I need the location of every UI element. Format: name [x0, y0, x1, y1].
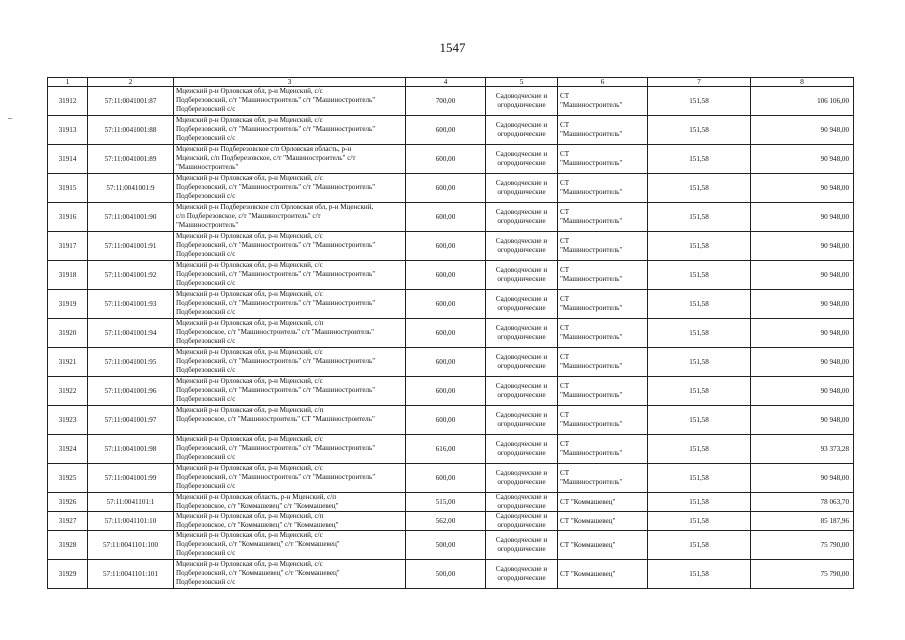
cadastral-value-cell: 90 948,00	[751, 261, 854, 290]
area-cell: 600,00	[406, 290, 486, 319]
row-number-cell: 31928	[48, 531, 88, 560]
organization-cell: СТ "Машиностроитель"	[558, 203, 648, 232]
address-cell: Мценский р-н Орловская обл, р-н Мценский, с/с Подберезовский, с/т "Машиностроитель" с/т "Машиностроитель" Подберезовский с/с	[174, 261, 406, 290]
land-use-cell: Садоводческие и огороднические	[486, 232, 558, 261]
cadastral-number-cell: 57:11:0041001:92	[88, 261, 174, 290]
cadastral-number-cell: 57:11:0041101:100	[88, 531, 174, 560]
cadastral-number-cell: 57:11:0041001:9	[88, 174, 174, 203]
row-number-cell: 31922	[48, 377, 88, 406]
rate-cell: 151,58	[648, 560, 751, 589]
organization-cell: СТ "Машиностроитель"	[558, 232, 648, 261]
organization-cell: СТ "Машиностроитель"	[558, 145, 648, 174]
rate-cell: 151,58	[648, 493, 751, 512]
table-row	[48, 435, 854, 464]
rate-cell: 151,58	[648, 435, 751, 464]
rate-cell: 151,58	[648, 174, 751, 203]
table-row	[48, 290, 854, 319]
cadastral-number-cell: 57:11:0041001:90	[88, 203, 174, 232]
cadastral-number-cell: 57:11:0041001:99	[88, 464, 174, 493]
table-row	[48, 232, 854, 261]
area-cell: 500,00	[406, 560, 486, 589]
column-header: 5	[486, 78, 558, 87]
cadastral-number-cell: 57:11:0041001:88	[88, 116, 174, 145]
page-number: 1547	[439, 40, 466, 55]
cadastral-value-cell: 90 948,00	[751, 377, 854, 406]
land-use-cell: Садоводческие и огороднические	[486, 203, 558, 232]
cadastral-value-cell: 90 948,00	[751, 232, 854, 261]
cadastral-value-cell: 90 948,00	[751, 290, 854, 319]
rate-cell: 151,58	[648, 464, 751, 493]
organization-cell: СТ "Машиностроитель"	[558, 377, 648, 406]
organization-cell: СТ "Машиностроитель"	[558, 406, 648, 435]
address-cell: Мценский р-н Орловская обл, р-н Мценский, с/с Подберезовский, с/т "Машиностроитель" с/т "Машиностроитель" Подберезовский с/с	[174, 174, 406, 203]
cadastral-number-cell: 57:11:0041101:101	[88, 560, 174, 589]
cadastral-value-cell: 93 373,28	[751, 435, 854, 464]
area-cell: 600,00	[406, 464, 486, 493]
row-number-cell: 31912	[48, 87, 88, 116]
organization-cell: СТ "Машиностроитель"	[558, 290, 648, 319]
table-row	[48, 319, 854, 348]
land-use-cell: Садоводческие и огороднические	[486, 116, 558, 145]
address-cell: Мценский р-н Орловская обл, р-н Мценский, с/п Подберезовское, с/т "Машиностроитель" СТ "Машиностроитель"	[174, 406, 406, 435]
area-cell: 600,00	[406, 377, 486, 406]
rate-cell: 151,58	[648, 261, 751, 290]
organization-cell: СТ "Коммашевец"	[558, 560, 648, 589]
address-cell: Мценский р-н Орловская обл, р-н Мценский, с/п Подберезовское, с/т "Машиностроитель" с/т "Машиностроитель" Подберезовский с/с	[174, 319, 406, 348]
address-cell: Мценский р-н Орловская обл, р-н Мценский, с/с Подберезовский, с/т "Коммашевец" с/т "Коммашевец" Подберезовский с/с	[174, 531, 406, 560]
organization-cell: СТ "Машиностроитель"	[558, 348, 648, 377]
cadastral-value-cell: 90 948,00	[751, 348, 854, 377]
rate-cell: 151,58	[648, 290, 751, 319]
cadastral-number-cell: 57:11:0041001:87	[88, 87, 174, 116]
land-use-cell: Садоводческие и огороднические	[486, 87, 558, 116]
address-cell: Мценский р-н Орловская обл, р-н Мценский, с/с Подберезовский, с/т "Машиностроитель" с/т "Машиностроитель" Подберезовский с/с	[174, 116, 406, 145]
column-header: 3	[174, 78, 406, 87]
row-number-cell: 31924	[48, 435, 88, 464]
row-number-cell: 31929	[48, 560, 88, 589]
land-use-cell: Садоводческие и огороднические	[486, 145, 558, 174]
cadastral-number-cell: 57:11:0041001:93	[88, 290, 174, 319]
table-row	[48, 531, 854, 560]
cadastral-number-cell: 57:11:0041001:96	[88, 377, 174, 406]
rate-cell: 151,58	[648, 348, 751, 377]
area-cell: 600,00	[406, 116, 486, 145]
table-row	[48, 203, 854, 232]
cadastral-number-cell: 57:11:0041001:98	[88, 435, 174, 464]
land-use-cell: Садоводческие и огороднические	[486, 377, 558, 406]
cadastral-number-cell: 57:11:0041001:91	[88, 232, 174, 261]
address-cell: Мценский р-н Орловская обл, р-н Мценский, с/с Подберезовский, с/т "Коммашевец" с/т "Коммашевец" Подберезовский с/с	[174, 560, 406, 589]
cadastral-value-cell: 90 948,00	[751, 145, 854, 174]
land-use-cell: Садоводческие и огороднические	[486, 406, 558, 435]
organization-cell: СТ "Коммашевец"	[558, 531, 648, 560]
row-number-cell: 31920	[48, 319, 88, 348]
cadastral-number-cell: 57:11:0041101:1	[88, 493, 174, 512]
rate-cell: 151,58	[648, 116, 751, 145]
organization-cell: СТ "Машиностроитель"	[558, 464, 648, 493]
column-header: 1	[48, 78, 88, 87]
land-use-cell: Садоводческие и огороднические	[486, 531, 558, 560]
address-cell: Мценский р-н Орловская обл, р-н Мценский, с/с Подберезовский, с/т "Машиностроитель" с/т "Машиностроитель" Подберезовский с/с	[174, 464, 406, 493]
organization-cell: СТ "Машиностроитель"	[558, 87, 648, 116]
rate-cell: 151,58	[648, 377, 751, 406]
column-header: 8	[751, 78, 854, 87]
row-number-cell: 31926	[48, 493, 88, 512]
land-use-cell: Садоводческие и огороднические	[486, 464, 558, 493]
cadastral-value-cell: 106 106,00	[751, 87, 854, 116]
area-cell: 600,00	[406, 319, 486, 348]
table-row	[48, 348, 854, 377]
table-row	[48, 145, 854, 174]
area-cell: 600,00	[406, 145, 486, 174]
table-row	[48, 512, 854, 531]
area-cell: 600,00	[406, 348, 486, 377]
area-cell: 700,00	[406, 87, 486, 116]
land-use-cell: Садоводческие и огороднические	[486, 493, 558, 512]
area-cell: 600,00	[406, 406, 486, 435]
row-number-cell: 31914	[48, 145, 88, 174]
address-cell: Мценский р-н Орловская область, р-н Мценский, с/п Подберезовское, с/т "Коммашевец" с/т "Коммашевец"	[174, 493, 406, 512]
land-use-cell: Садоводческие и огороднические	[486, 348, 558, 377]
row-number-cell: 31921	[48, 348, 88, 377]
area-cell: 616,00	[406, 435, 486, 464]
rate-cell: 151,58	[648, 319, 751, 348]
row-number-cell: 31925	[48, 464, 88, 493]
cadastral-value-cell: 75 790,00	[751, 531, 854, 560]
cadastral-value-cell: 90 948,00	[751, 464, 854, 493]
column-header: 2	[88, 78, 174, 87]
rate-cell: 151,58	[648, 87, 751, 116]
cadastral-value-cell: 78 063,70	[751, 493, 854, 512]
row-number-cell: 31913	[48, 116, 88, 145]
row-number-cell: 31923	[48, 406, 88, 435]
rate-cell: 151,58	[648, 512, 751, 531]
area-cell: 500,00	[406, 531, 486, 560]
address-cell: Мценский р-н Орловская обл, р-н Мценский, с/с Подберезовский, с/т "Машиностроитель" с/т "Машиностроитель" Подберезовский с/с	[174, 232, 406, 261]
address-cell: Мценский р-н Орловская обл, р-н Мценский, с/с Подберезовский, с/т "Машиностроитель" с/т "Машиностроитель" Подберезовский с/с	[174, 290, 406, 319]
cadastral-number-cell: 57:11:0041001:89	[88, 145, 174, 174]
cadastral-value-cell: 85 187,96	[751, 512, 854, 531]
row-number-cell: 31927	[48, 512, 88, 531]
organization-cell: СТ "Машиностроитель"	[558, 261, 648, 290]
address-cell: Мценский р-н Орловская обл, р-н Мценский, с/п Подберезовское, с/т "Коммашевец" с/т "Коммашевец"	[174, 512, 406, 531]
organization-cell: СТ "Машиностроитель"	[558, 174, 648, 203]
rate-cell: 151,58	[648, 232, 751, 261]
cadastral-value-cell: 90 948,00	[751, 116, 854, 145]
organization-cell: СТ "Машиностроитель"	[558, 116, 648, 145]
area-cell: 600,00	[406, 203, 486, 232]
address-cell: Мценский р-н Орловская обл, р-н Мценский, с/с Подберезовский, с/т "Машиностроитель" с/т "Машиностроитель" Подберезовский с/с	[174, 348, 406, 377]
cadastral-number-cell: 57:11:0041101:10	[88, 512, 174, 531]
cadastral-value-cell: 90 948,00	[751, 319, 854, 348]
table-row	[48, 493, 854, 512]
area-cell: 600,00	[406, 261, 486, 290]
column-number-row	[48, 78, 854, 87]
column-header: 4	[406, 78, 486, 87]
row-number-cell: 31919	[48, 290, 88, 319]
row-number-cell: 31917	[48, 232, 88, 261]
column-header: 7	[648, 78, 751, 87]
table-row	[48, 464, 854, 493]
organization-cell: СТ "Коммашевец"	[558, 493, 648, 512]
organization-cell: СТ "Коммашевец"	[558, 512, 648, 531]
table-row	[48, 87, 854, 116]
address-cell: Мценский р-н Подберезовское с/п Орловская область, р-н Мценский, с/п Подберезовское, с/т "Машиностроитель" с/т "Машиностроитель"	[174, 145, 406, 174]
land-registry-table	[47, 77, 854, 589]
area-cell: 600,00	[406, 174, 486, 203]
rate-cell: 151,58	[648, 531, 751, 560]
area-cell: 562,00	[406, 512, 486, 531]
area-cell: 515,00	[406, 493, 486, 512]
rate-cell: 151,58	[648, 203, 751, 232]
address-cell: Мценский р-н Орловская обл, р-н Мценский, с/с Подберезовский, с/т "Машиностроитель" с/т "Машиностроитель" Подберезовский с/с	[174, 435, 406, 464]
row-number-cell: 31918	[48, 261, 88, 290]
organization-cell: СТ "Машиностроитель"	[558, 435, 648, 464]
land-use-cell: Садоводческие и огороднические	[486, 435, 558, 464]
table-row	[48, 406, 854, 435]
cadastral-value-cell: 90 948,00	[751, 174, 854, 203]
land-use-cell: Садоводческие и огороднические	[486, 512, 558, 531]
organization-cell: СТ "Машиностроитель"	[558, 319, 648, 348]
table-row	[48, 261, 854, 290]
table-row	[48, 116, 854, 145]
margin-mark	[8, 118, 12, 119]
address-cell: Мценский р-н Подберезовское с/п Орловская обл, р-н Мценский, с/п Подберезовское, с/т "Машиностроитель" с/т "Машиностроитель"	[174, 203, 406, 232]
land-use-cell: Садоводческие и огороднические	[486, 560, 558, 589]
row-number-cell: 31916	[48, 203, 88, 232]
table-row	[48, 174, 854, 203]
table-row	[48, 377, 854, 406]
land-use-cell: Садоводческие и огороднические	[486, 290, 558, 319]
cadastral-number-cell: 57:11:0041001:97	[88, 406, 174, 435]
table-row	[48, 560, 854, 589]
area-cell: 600,00	[406, 232, 486, 261]
column-header: 6	[558, 78, 648, 87]
land-use-cell: Садоводческие и огороднические	[486, 261, 558, 290]
address-cell: Мценский р-н Орловская обл, р-н Мценский, с/с Подберезовский, с/т "Машиностроитель" с/т "Машиностроитель" Подберезовский с/с	[174, 377, 406, 406]
row-number-cell: 31915	[48, 174, 88, 203]
cadastral-value-cell: 75 790,00	[751, 560, 854, 589]
cadastral-number-cell: 57:11:0041001:94	[88, 319, 174, 348]
cadastral-number-cell: 57:11:0041001:95	[88, 348, 174, 377]
cadastral-value-cell: 90 948,00	[751, 406, 854, 435]
rate-cell: 151,58	[648, 145, 751, 174]
cadastral-value-cell: 90 948,00	[751, 203, 854, 232]
rate-cell: 151,58	[648, 406, 751, 435]
land-use-cell: Садоводческие и огороднические	[486, 319, 558, 348]
address-cell: Мценский р-н Орловская обл, р-н Мценский, с/с Подберезовский, с/т "Машиностроитель" с/т "Машиностроитель" Подберезовский с/с	[174, 87, 406, 116]
land-use-cell: Садоводческие и огороднические	[486, 174, 558, 203]
